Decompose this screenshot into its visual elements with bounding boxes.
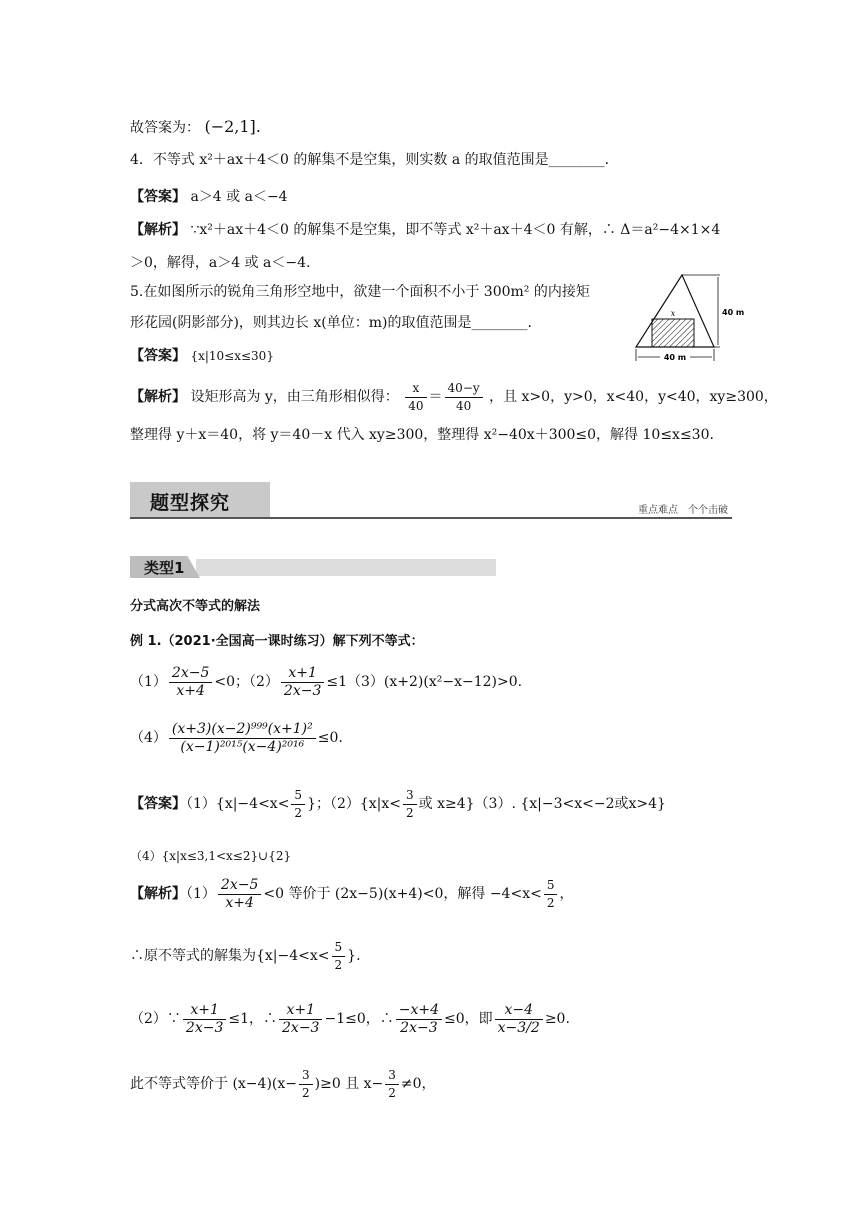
figure-label-base: 40 m bbox=[663, 353, 687, 362]
section-header bbox=[130, 482, 732, 518]
example-analysis-2: （2）∵ $\frac{x+1}{2x-3}$ ≤1，∴ $\frac{x+1}{2x-3}$ −1≤0，∴ $\frac{-x+4}{2x-3}$ ≤0，即 $\frac{x-4}{x-3/2}$ ≥0. bbox=[130, 1001, 570, 1036]
answer-value: a＞4 或 a＜−4 bbox=[190, 189, 288, 205]
question-5-analysis: 【解析】 设矩形高为 y，由三角形相似得： $\frac{x}{40}$ ＝ $\frac{40-y}{40}$ ，且 x>0，y>0，x<40，y<40，xy≥300， bbox=[130, 380, 778, 413]
fraction: $\frac{3}{2}$ bbox=[385, 1067, 399, 1102]
answer-value: {x|10≤x≤30} bbox=[190, 349, 274, 363]
fraction: $\frac{5}{2}$ bbox=[544, 877, 558, 912]
fraction: $\frac{5}{2}$ bbox=[291, 787, 305, 822]
example-answer: 【答案】（1）{x|−4<x< $\frac{5}{2}$ }；（2）{x|x< $\frac{3}{2}$ 或 x≥4}（3）. {x|−3<x<−2或x>4} bbox=[130, 787, 666, 820]
answer-label: 【答案】 bbox=[130, 189, 186, 205]
question-5-line1: 5.在如图所示的锐角三角形空地中，欲建一个面积不小于 300m² 的内接矩 bbox=[130, 284, 590, 300]
fraction: $\frac{3}{2}$ bbox=[403, 787, 417, 822]
triangle-figure bbox=[630, 273, 745, 369]
conclusion-interval: (−2,1]. bbox=[204, 117, 261, 136]
example-analysis-1: 【解析】（1） $\frac{2x-5}{x+4}$ <0 等价于 (2x−5)(x+4)<0，解得 −4<x< $\frac{5}{2}$ ， bbox=[130, 876, 574, 911]
question-5-line2: 形花园(阴影部分)，则其边长 x(单位：m)的取值范围是________． bbox=[130, 315, 542, 331]
example-problems-1-3: （1） $\frac{2x-5}{x+4}$ <0；（2） $\frac{x+1}{2x-3}$ ≤1（3）(x+2)(x²−x−12)>0. bbox=[130, 664, 523, 699]
answer-conclusion bbox=[130, 117, 261, 138]
example-analysis-3: 此不等式等价于 (x−4)(x− $\frac{3}{2}$ )≥0 且 x− $\frac{3}{2}$ ≠0， bbox=[130, 1067, 436, 1100]
fraction: $\frac{5}{2}$ bbox=[332, 939, 346, 974]
fraction: $\frac{-x+4}{2x-3}$ bbox=[396, 1002, 442, 1037]
question-5-answer bbox=[130, 346, 274, 366]
answer-label: 【答案】 bbox=[130, 348, 186, 364]
question-5-analysis-cont: 整理得 y＋x＝40，将 y＝40－x 代入 xy≥300，整理得 x²−40x＋300≤0，解得 10≤x≤30. bbox=[130, 427, 714, 443]
fraction: $\frac{x-4}{x-3/2}$ bbox=[495, 1002, 543, 1037]
example-answer-4: （4）{x|x≤3,1<x≤2}∪{2} bbox=[130, 849, 292, 863]
fraction: $\frac{x}{40}$ bbox=[405, 380, 426, 415]
analysis-label: 【解析】 bbox=[130, 222, 186, 238]
fraction: $\frac{x+1}{2x-3}$ bbox=[281, 665, 324, 700]
topic-title: 分式高次不等式的解法 bbox=[130, 599, 261, 614]
section-divider bbox=[130, 517, 732, 519]
analysis-text-cont: ，且 x>0，y>0，x<40，y<40，xy≥300， bbox=[489, 389, 778, 405]
fraction: $\frac{2x-5}{x+4}$ bbox=[218, 877, 261, 912]
example-problem-4: （4） $\frac{\text{(x+3)(x−2)⁹⁹⁹(x+1)²}}{\text{(x−1)²⁰¹⁵(x−4)²⁰¹⁶}}$ ≤0. bbox=[130, 720, 343, 755]
analysis-label: 【解析】 bbox=[130, 389, 186, 405]
section-subtitle: 重点难点 个个击破 bbox=[638, 505, 728, 516]
fraction: $\frac{\text{(x+3)(x−2)⁹⁹⁹(x+1)²}}{\text{(x−1)²⁰¹⁵(x−4)²⁰¹⁶}}$ bbox=[169, 721, 316, 756]
example-analysis-1b: ∴原不等式的解集为{x|−4<x< $\frac{5}{2}$ }. bbox=[130, 939, 361, 972]
figure-label-height: 40 m bbox=[722, 308, 745, 317]
fraction: $\frac{40-y}{40}$ bbox=[445, 380, 483, 415]
conclusion-text: 故答案为： bbox=[130, 120, 200, 136]
question-4-answer bbox=[130, 187, 288, 207]
fraction: $\frac{2x-5}{x+4}$ bbox=[169, 665, 212, 700]
section-title: 题型探究 bbox=[150, 492, 231, 514]
analysis-text: 设矩形高为 y，由三角形相似得： bbox=[190, 389, 399, 405]
type-label: 类型1 bbox=[144, 559, 185, 577]
fraction: $\frac{x+1}{2x-3}$ bbox=[183, 1002, 226, 1037]
shaded-rectangle bbox=[652, 319, 694, 347]
type-header bbox=[130, 556, 496, 578]
question-4-analysis-cont: ＞0，解得，a＞4 或 a＜−4. bbox=[130, 255, 311, 271]
fraction: $\frac{x+1}{2x-3}$ bbox=[279, 1002, 322, 1037]
question-4: 4．不等式 x²＋ax＋4＜0 的解集不是空集，则实数 a 的取值范围是________． bbox=[130, 152, 619, 168]
figure-label-x: x bbox=[670, 309, 676, 318]
fraction: $\frac{3}{2}$ bbox=[299, 1067, 313, 1102]
question-4-analysis bbox=[130, 220, 720, 240]
analysis-text: ∵x²＋ax＋4＜0 的解集不是空集，即不等式 x²＋ax＋4＜0 有解，∴ Δ＝a²−4×1×4 bbox=[190, 222, 721, 238]
example-heading: 例 1.（2021·全国高一课时练习）解下列不等式： bbox=[130, 634, 424, 649]
